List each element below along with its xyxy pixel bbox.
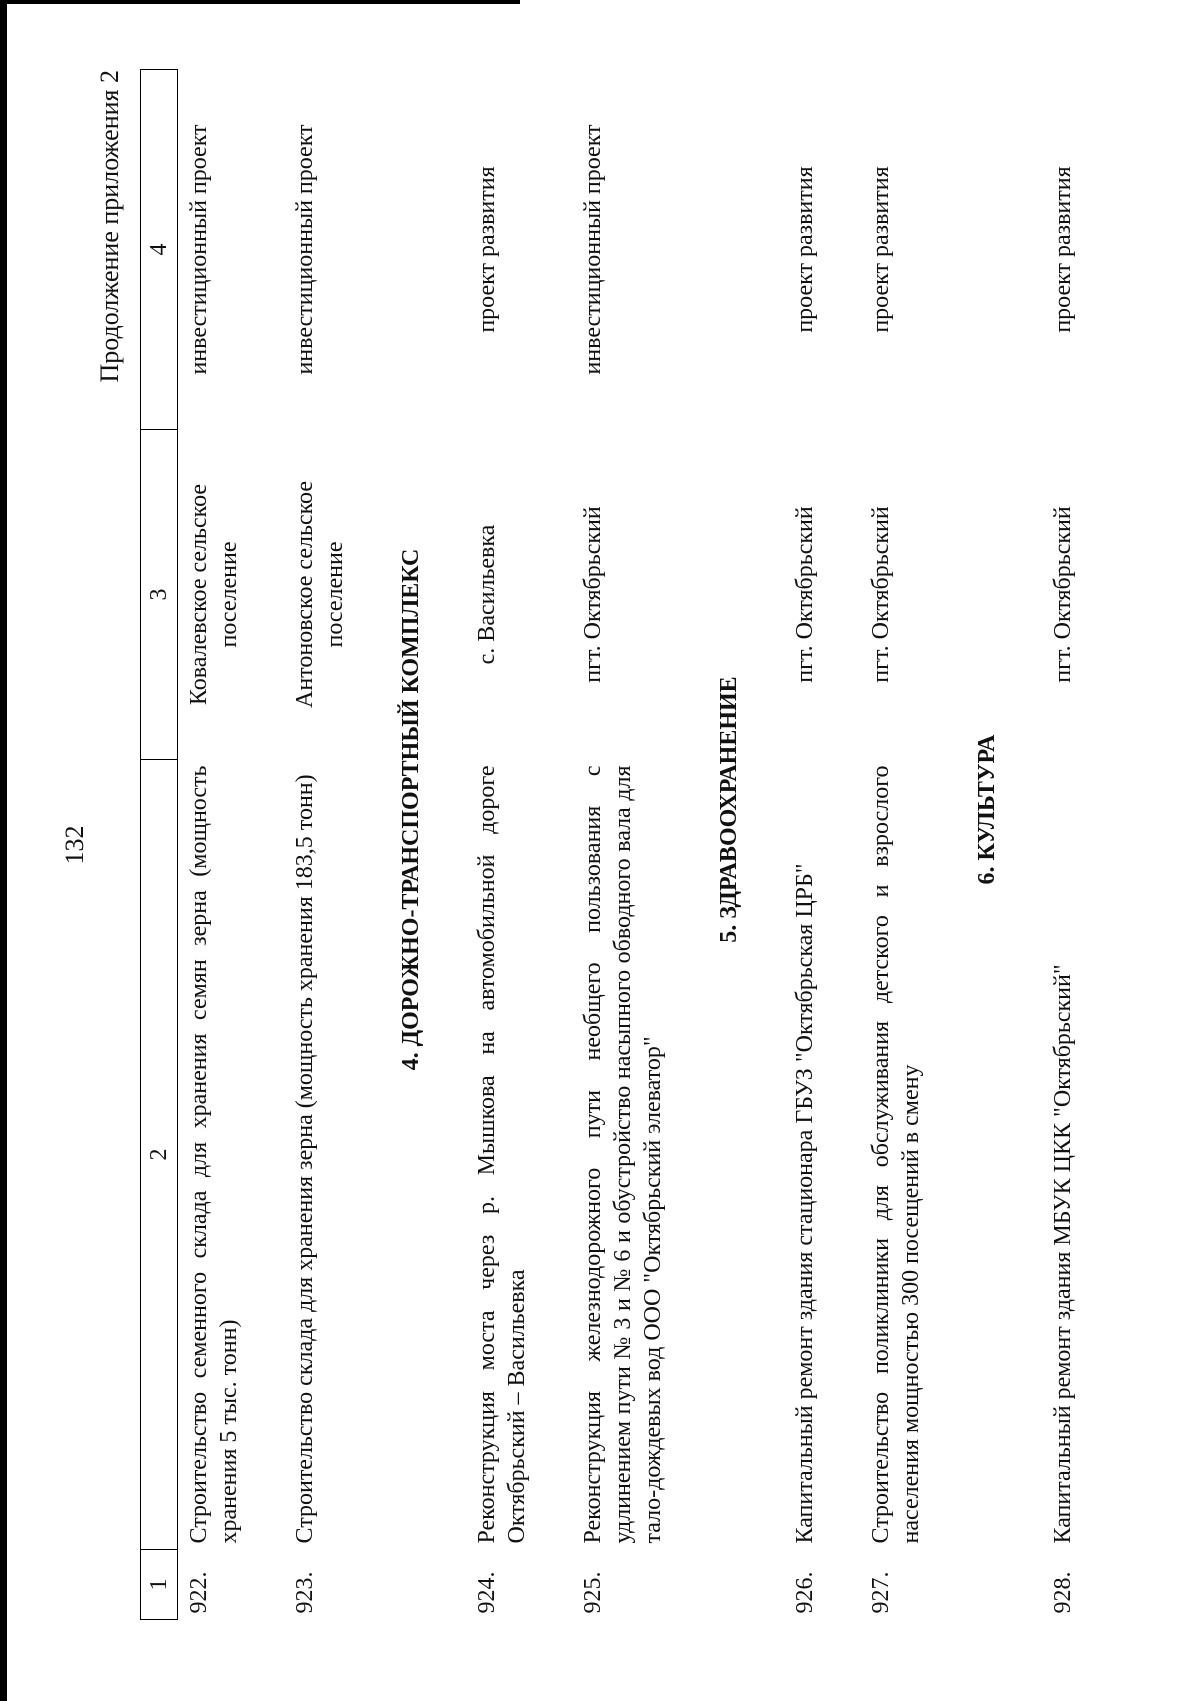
row-location: пгт. Октябрьский [792, 506, 818, 683]
column-header: 2 [141, 760, 178, 1550]
scan-top-edge [0, 0, 520, 4]
row-number: 927. [868, 1571, 894, 1614]
row-location: пгт. Октябрьский [868, 506, 894, 683]
section-heading-row [390, 70, 466, 1620]
row-location: Ковалевское сельское поселение [186, 483, 242, 706]
table-row [1042, 70, 1118, 1620]
row-project-type: проект развития [1050, 166, 1076, 333]
row-project-type: проект развития [474, 166, 500, 333]
row-description: Реконструкция моста через р. Мышкова на автомобильной дороге Октябрьский – Васильевка [474, 765, 530, 1544]
row-location: с. Васильевка [474, 524, 500, 665]
table-row [572, 70, 708, 1620]
projects-table [140, 69, 1118, 1620]
row-location: пгт. Октябрьский [1050, 506, 1076, 683]
section-heading-row [966, 70, 1042, 1620]
rotated-page [60, 70, 1080, 1620]
table-row [178, 70, 285, 1620]
header-row [141, 70, 178, 1620]
row-description: Строительство поликлиники для обслуживания детского и взрослого населения мощностью 300 посещений в смену [868, 765, 924, 1544]
table-row [466, 70, 572, 1620]
row-description: Капитальный ремонт здания стационара ГБУЗ "Октябрьская ЦРБ" [792, 863, 818, 1544]
scan-left-edge [0, 0, 7, 1701]
row-number: 926. [792, 1571, 818, 1614]
row-number: 922. [186, 1571, 212, 1614]
row-project-type: инвестиционный проект [186, 124, 212, 375]
row-project-type: проект развития [792, 166, 818, 333]
section-heading-row [708, 70, 784, 1620]
page-number: 132 [60, 825, 89, 865]
appendix-label: Продолжение приложения 2 [95, 70, 124, 383]
table-row [284, 70, 390, 1620]
row-description: Строительство склада для хранения зерна (мощность хранения 183,5 тонн) [292, 774, 318, 1544]
row-description: Реконструкция железнодорожного пути необщего пользования с удлинением пути № 3 и № 6 и обустройство насыпного обводного вала для тало-дождевых вод ООО "Октябрьский элеватор" [580, 765, 666, 1544]
row-project-type: инвестиционный проект [580, 124, 606, 375]
table-row [860, 70, 966, 1620]
row-number: 923. [292, 1571, 318, 1614]
table-row [784, 70, 860, 1620]
row-location: пгт. Октябрьский [580, 506, 606, 683]
row-number: 924. [474, 1571, 500, 1614]
row-project-type: проект развития [868, 166, 894, 333]
section-title: 5. ЗДРАВООХРАНЕНИЕ [716, 676, 742, 943]
row-project-type: инвестиционный проект [292, 124, 318, 375]
row-number: 928. [1050, 1571, 1076, 1614]
table-body [178, 70, 1119, 1620]
column-header: 4 [141, 70, 178, 430]
column-header: 3 [141, 430, 178, 760]
row-location: Антоновское сельское поселение [292, 481, 348, 708]
section-title: 6. КУЛЬТУРА [974, 734, 1000, 885]
row-description: Строительство семенного склада для хранения семян зерна (мощность хранения 5 тыс. тонн) [186, 765, 242, 1544]
column-header: 1 [141, 1550, 178, 1620]
row-description: Капитальный ремонт здания МБУК ЦКК "Октябрьский" [1050, 964, 1076, 1544]
row-number: 925. [580, 1571, 606, 1614]
section-title: 4. ДОРОЖНО-ТРАНСПОРТНЫЙ КОМПЛЕКС [398, 548, 424, 1071]
